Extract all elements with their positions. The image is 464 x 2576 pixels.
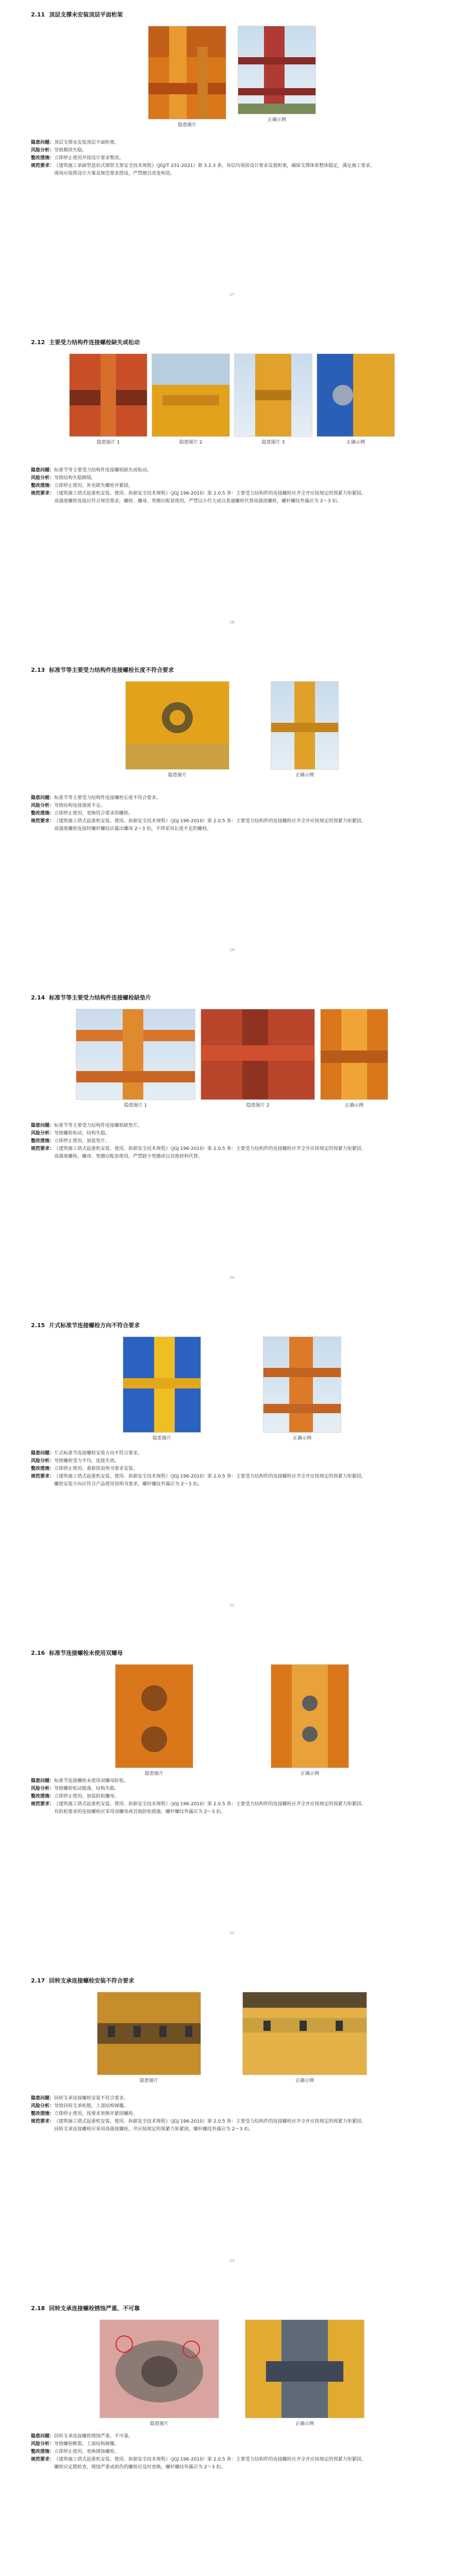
photo-hazard-3: 隐患图片 3 bbox=[234, 353, 312, 446]
section-title: 2.14 标准节等主要受力结构件连接螺栓缺垫片 bbox=[31, 994, 152, 1001]
photo-hazard: 隐患图片 bbox=[100, 2319, 219, 2427]
photo-hazard-1: 隐患图片 1 bbox=[69, 353, 147, 446]
section-title: 2.18 回转支承连接螺栓锈蚀严重、不可靠 bbox=[31, 2305, 140, 2312]
page-2-12: 2.12 主要受力结构件连接螺栓缺失或松动 隐患图片 1 隐患图片 2 隐患图片 3 正确示例 隐患问题： 标准节等主要受力结构件连接螺栓缺失或松动。 风险分析： 导致结构失稳倒塌。 整改措施： 立即停止使用，补充缺失螺栓并紧固。 规范要求： 《建筑施工塔式起重机安装、使用、拆卸安全技术规程》（JGJ 196-2010）第 2.0.5 条：主要受力结构件的连接螺栓应齐全并应按规定的预紧力矩紧固。 高强度螺栓连接应符合规范要求，螺栓、螺母、垫圈应配套使用，严禁以小代大或以普通螺栓代替高强度螺栓，螺杆螺纹外露应为 2～3 扣。 18 bbox=[0, 328, 464, 655]
photo-correct: 正确示例 bbox=[245, 2319, 364, 2427]
photo-correct: 正确示例 bbox=[238, 26, 316, 123]
photo-hazard: 隐患图片 bbox=[97, 1992, 201, 2084]
section-title: 2.11 顶层支撑未安装顶层平面桁架 bbox=[31, 11, 123, 18]
photo-correct: 正确示例 bbox=[242, 1992, 367, 2084]
page-2-15: 2.15 片式标准节连接螺栓方向不符合要求 隐患图片 正确示例 隐患问题： 片式标准节连接螺栓安装方向不符合要求。 风险分析： 导致螺栓受力不均，连接失效。 整改措施： 立即停止使用，重新按说明书要求安装。 规范要求： 《建筑施工塔式起重机安装、使用、拆卸安全技术规程》（JGJ 196-2010）第 2.0.5 条：主要受力结构件的连接螺栓应齐全并应按规定的预紧力矩紧固。 螺栓安装方向应符合产品使用说明书要求，螺杆螺纹外露应为 2～3 扣。 21 bbox=[0, 1311, 464, 1638]
section-title: 2.13 标准节等主要受力结构件连接螺栓长度不符合要求 bbox=[31, 667, 174, 673]
photo-hazard: 隐患图片 bbox=[123, 1336, 201, 1442]
page-2-18: 2.18 回转支承连接螺栓锈蚀严重、不可靠 隐患图片 正确示例 隐患问题： 回转支承连接螺栓锈蚀严重、不可靠。 风险分析： 导致螺栓断裂，上部结构倾覆。 整改措施： 立即停止使用，更换锈蚀螺栓。 规范要求： 《建筑施工塔式起重机安装、使用、拆卸安全技术规程》（JGJ 196-2010）第 2.0.5 条：主要受力结构件的连接螺栓应齐全并应按规定的预紧力矩紧固。 螺栓应定期检查，锈蚀严重或损伤的螺栓应及时更换，螺杆螺纹外露应为 2～3 扣。 bbox=[0, 2294, 464, 2576]
photo-correct: 正确示例 bbox=[317, 353, 395, 446]
photo-hazard-2: 隐患图片 2 bbox=[152, 353, 230, 446]
section-title: 2.17 回转支承连接螺栓安装不符合要求 bbox=[31, 1977, 135, 1984]
photo-correct: 正确示例 bbox=[263, 1336, 341, 1442]
page-number: 20 bbox=[229, 1276, 235, 1280]
section-title: 2.12 主要受力结构件连接螺栓缺失或松动 bbox=[31, 339, 140, 346]
photo-hazard-1: 隐患图片 1 bbox=[76, 1009, 195, 1109]
page-number: 23 bbox=[229, 2259, 235, 2263]
page-2-16: 2.16 标准节连接螺栓未使用双螺母 隐患图片 正确示例 隐患问题： 标准节连接螺栓未使用双螺母防松。 风险分析： 导致螺栓松动脱落，结构失稳。 整改措施： 立即停止使用，加装防松螺母。 规范要求： 《建筑施工塔式起重机安装、使用、拆卸安全技术规程》（JGJ 196-2010）第 2.0.5 条：主要受力结构件的连接螺栓应齐全并应按规定的预紧力矩紧固。 有防松要求的连接螺栓应采用双螺母或其他防松措施，螺杆螺纹外露应为 2～3 扣。 22 bbox=[0, 1638, 464, 1966]
photo-correct: 正确示例 bbox=[271, 681, 339, 778]
page-2-11: 2.11 顶层支撑未安装顶层平面桁架 隐患图片 正确示例 隐患问题： 顶层支撑未安装顶层平面桁架。 风险分析： 导致模块失稳。 整改措施： 立即停止使用并按设计要求整改。 规范要求： 《建筑施工承插型盘扣式钢管支架安全技术规程》（JGJ/T 231-2021）第 3.2.3 条，每层均须按设计要求设置桁架，确保支撑体系整体稳定，满足施工要求。 现场应按照设计方案及规范要求搭设，严禁擅自改变构造。 17 bbox=[0, 0, 464, 328]
page-number: 19 bbox=[229, 948, 235, 952]
photo-hazard: 隐患图片 bbox=[115, 1664, 193, 1777]
photo-correct: 正确示例 bbox=[320, 1009, 388, 1109]
page-number: 17 bbox=[229, 293, 235, 297]
page-2-17: 2.17 回转支承连接螺栓安装不符合要求 隐患图片 正确示例 隐患问题： 回转支承连接螺栓安装不符合要求。 风险分析： 导致回转支承松脱，上部结构倾覆。 整改措施： 立即停止使用，按要求更换并紧固螺栓。 规范要求： 《建筑施工塔式起重机安装、使用、拆卸安全技术规程》（JGJ 196-2010）第 2.0.5 条：主要受力结构件的连接螺栓应齐全并应按规定的预紧力矩紧固。 回转支承连接螺栓应采用高强度螺栓，并应按规定的预紧力矩紧固，螺杆螺纹外露应为 2～3 扣。 23 bbox=[0, 1966, 464, 2294]
photo-hazard: 隐患图片 bbox=[148, 26, 226, 128]
section-title: 2.15 片式标准节连接螺栓方向不符合要求 bbox=[31, 1322, 140, 1329]
photo-hazard: 隐患图片 bbox=[125, 681, 229, 778]
page-number: 22 bbox=[229, 1931, 235, 1935]
photo-hazard-2: 隐患图片 2 bbox=[201, 1009, 315, 1109]
page-number: 21 bbox=[229, 1603, 235, 1607]
section-title: 2.16 标准节连接螺栓未使用双螺母 bbox=[31, 1650, 123, 1656]
page-number: 18 bbox=[229, 620, 235, 624]
photo-correct: 正确示例 bbox=[271, 1664, 349, 1777]
page-2-13: 2.13 标准节等主要受力结构件连接螺栓长度不符合要求 隐患图片 正确示例 隐患问题： 标准节等主要受力结构件连接螺栓长度不符合要求。 风险分析： 导致结构连接强度不足。 整改措施： 立即停止使用，更换符合要求的螺栓。 规范要求： 《建筑施工塔式起重机安装、使用、拆卸安全技术规程》（JGJ 196-2010）第 2.0.5 条：主要受力结构件的连接螺栓应齐全并应按规定的预紧力矩紧固。 高强度螺栓连接时螺杆螺纹应露出螺母 2～3 扣，不得采用长度不足的螺栓。 19 bbox=[0, 655, 464, 983]
page-2-14: 2.14 标准节等主要受力结构件连接螺栓缺垫片 隐患图片 1 隐患图片 2 正确示例 隐患问题： 标准节等主要受力结构件连接螺栓缺垫片。 风险分析： 导致螺栓松动，结构失稳。 整改措施： 立即停止使用，加装垫片。 规范要求： 《建筑施工塔式起重机安装、使用、拆卸安全技术规程》（JGJ 196-2010）第 2.0.5 条：主要受力结构件的连接螺栓应齐全并应按规定的预紧力矩紧固。 高强度螺栓、螺母、垫圈应配套使用，严禁缺少垫圈或以其他材料代替。 20 bbox=[0, 983, 464, 1311]
